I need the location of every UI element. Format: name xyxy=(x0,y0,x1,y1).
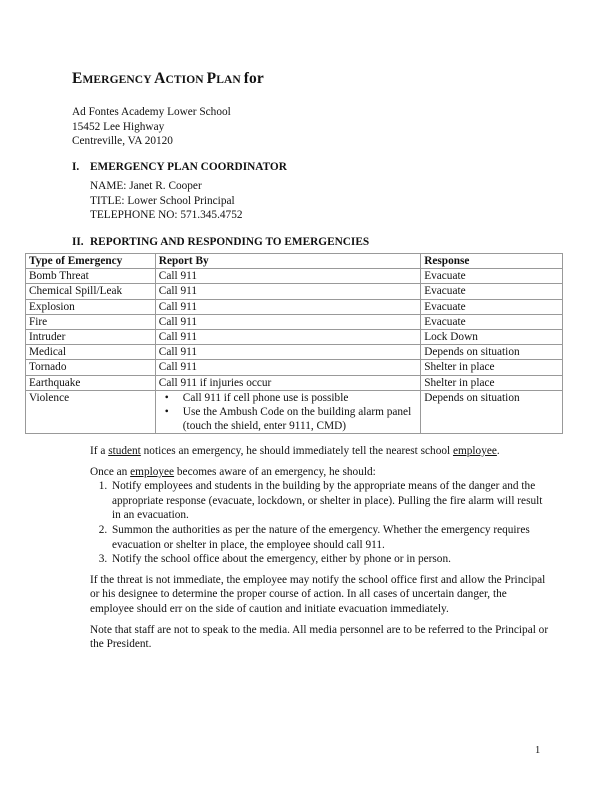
cell-report: Call 911 xyxy=(155,269,420,284)
table-row xyxy=(26,360,563,375)
cell-type: Chemical Spill/Leak xyxy=(26,284,156,299)
school-address xyxy=(72,105,231,149)
address-line: 15452 Lee Highway xyxy=(72,120,165,133)
text-run: notices an emergency, he should immediately tell the nearest school xyxy=(140,445,453,457)
text-run: becomes aware of an emergency, he should: xyxy=(174,465,376,478)
cell-type: Tornado xyxy=(26,360,156,375)
cell-report: Call 911 if injuries occur xyxy=(155,375,420,390)
text-run: If a xyxy=(90,445,109,457)
table-row xyxy=(26,314,563,329)
cell-report: Call 911 xyxy=(155,360,420,375)
column-header: Type of Emergency xyxy=(26,254,156,269)
table-row xyxy=(26,299,563,314)
cell-response: Depends on situation xyxy=(421,390,563,434)
procedure-text xyxy=(90,444,550,658)
cell-type: Explosion xyxy=(26,299,156,314)
cell-type: Bomb Threat xyxy=(26,269,156,284)
report-bullet-list xyxy=(159,391,417,434)
table-row xyxy=(26,330,563,345)
section-heading-reporting xyxy=(72,235,369,250)
term-employee: employee xyxy=(452,445,497,457)
cell-response: Shelter in place xyxy=(421,360,563,375)
term-student: student xyxy=(108,445,141,457)
coordinator-phone: TELEPHONE NO: 571.345.4752 xyxy=(90,209,243,222)
title-letter: E xyxy=(72,70,83,87)
table-row xyxy=(26,345,563,360)
column-header: Report By xyxy=(155,254,420,269)
cell-type: Violence xyxy=(26,390,156,434)
report-bullet: • Call 911 if cell phone use is possible xyxy=(183,391,417,405)
cell-type: Fire xyxy=(26,314,156,329)
coordinator-name: NAME: Janet R. Cooper xyxy=(90,180,202,192)
cell-report xyxy=(155,390,420,434)
cell-response: Depends on situation xyxy=(421,345,563,360)
title-part: for xyxy=(243,70,264,87)
cell-type: Intruder xyxy=(26,330,156,345)
paragraph-threat: If the threat is not immediate, the employee may notify the school office first and allow the Principal or his designee to determine the proper course of action. In all cases of uncertain danger, the employee should err on the side of caution and initiate evacuation immediately. xyxy=(90,573,546,615)
cell-response: Lock Down xyxy=(421,330,563,345)
title-letter: A xyxy=(154,70,166,87)
cell-report: Call 911 xyxy=(155,345,420,360)
table-row xyxy=(26,284,563,299)
report-bullet: • Use the Ambush Code on the building alarm panel (touch the shield, enter 9111, CMD) xyxy=(183,405,417,433)
text-run: . xyxy=(496,445,500,457)
section-heading-coordinator xyxy=(72,160,287,175)
table-row xyxy=(26,269,563,284)
page-number: 1 xyxy=(535,745,541,756)
cell-type: Medical xyxy=(26,345,156,360)
address-line: Ad Fontes Academy Lower School xyxy=(72,106,231,118)
address-line: Centreville, VA 20120 xyxy=(72,135,173,148)
table-header-row xyxy=(26,254,563,269)
section-title: REPORTING AND RESPONDING TO EMERGENCIES xyxy=(90,236,370,248)
cell-report: Call 911 xyxy=(155,284,420,299)
title-part: CTION xyxy=(165,74,207,86)
title-part: MERGENCY xyxy=(82,74,155,86)
column-header: Response xyxy=(421,254,563,269)
section-number: II. xyxy=(72,236,84,248)
cell-report: Call 911 xyxy=(155,314,420,329)
emergency-table xyxy=(25,253,563,434)
term-employee: employee xyxy=(130,465,175,478)
title-letter: P xyxy=(206,70,217,87)
text-run: Once an xyxy=(90,465,131,478)
steps-list xyxy=(90,479,550,567)
table-row-violence xyxy=(26,390,563,434)
cell-response: Evacuate xyxy=(421,314,563,329)
step-item: 3. Notify the school office about the emergency, either by phone or in person. xyxy=(110,552,550,567)
title-part: LAN xyxy=(216,74,244,86)
cell-report: Call 911 xyxy=(155,330,420,345)
section-title: EMERGENCY PLAN COORDINATOR xyxy=(90,161,287,173)
paragraph-media: Note that staff are not to speak to the media. All media personnel are to be referred to the Principal or the President. xyxy=(90,623,549,651)
section-number: I. xyxy=(72,161,80,173)
step-item: 2. Summon the authorities as per the nature of the emergency. Whether the emergency requires evacuation or shelter in place, the employee should call 911. xyxy=(110,523,550,552)
cell-response: Evacuate xyxy=(421,269,563,284)
document-title xyxy=(72,72,264,88)
cell-report: Call 911 xyxy=(155,299,420,314)
cell-response: Shelter in place xyxy=(421,375,563,390)
paragraph-student xyxy=(90,444,550,459)
cell-type: Earthquake xyxy=(26,375,156,390)
coordinator-title: TITLE: Lower School Principal xyxy=(90,194,235,207)
table-row xyxy=(26,375,563,390)
paragraph-employee xyxy=(90,465,550,480)
coordinator-info xyxy=(90,179,243,223)
cell-response: Evacuate xyxy=(421,284,563,299)
step-item: 1. Notify employees and students in the building by the appropriate means of the danger and the appropriate response (evacuate, lockdown, or shelter in place). Pulling the fire alarm will result in an evacuation. xyxy=(110,479,550,523)
cell-response: Evacuate xyxy=(421,299,563,314)
